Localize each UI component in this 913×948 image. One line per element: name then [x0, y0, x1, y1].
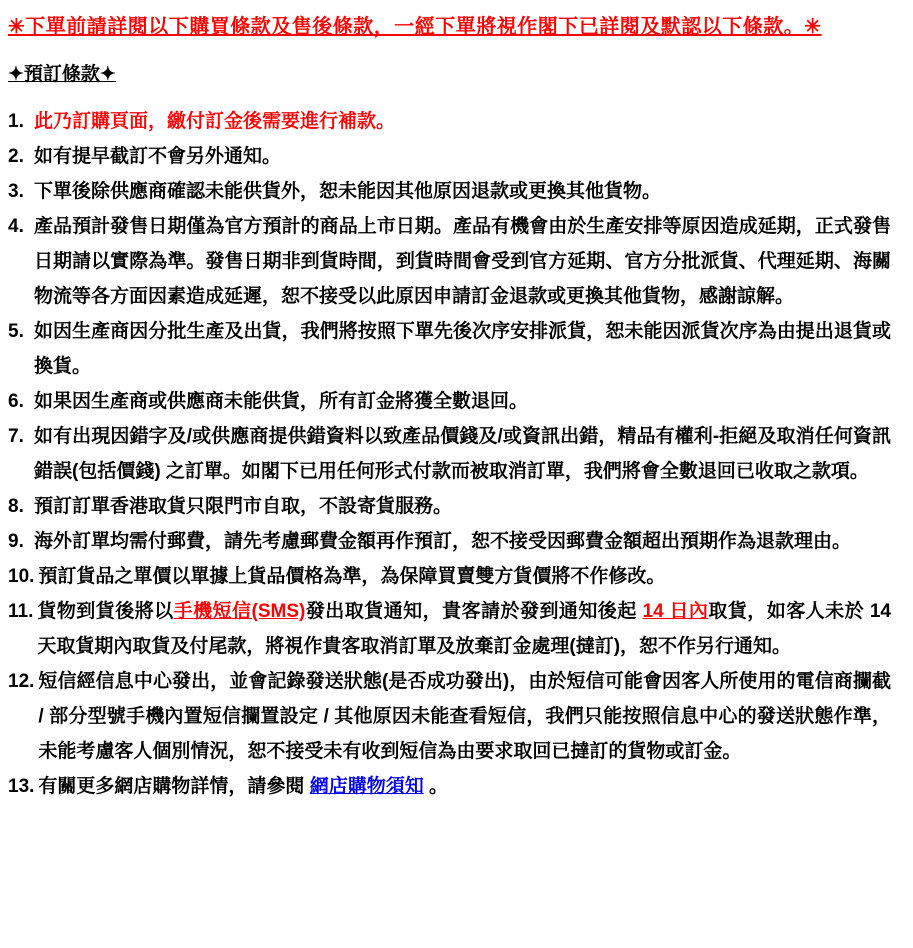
term-segment: 產品預計發售日期僅為官方預計的商品上市日期。產品有機會由於生產安排等原因造成延期，正式發售日期請以實際為準。發售日期非到貨時間，到貨時間會受到官方延期、官方分批派貨、代理延期、海關物流等各方面因素造成延遲，恕不接受以此原因申請訂金退款或更換其他貨物，感謝諒解。: [34, 216, 891, 307]
term-text: [34, 419, 891, 489]
term-number: 2.: [8, 146, 24, 167]
term-text: [38, 664, 891, 769]
term-item-10: [0, 559, 891, 594]
term-number: 9.: [8, 531, 24, 552]
pre-order-notice-banner: ✳下單前請詳閱以下購買條款及售後條款，一經下單將視作閣下已詳閱及默認以下條款。✳: [8, 16, 822, 38]
term-segment: 如果因生產商或供應商未能供貨，所有訂金將獲全數退回。: [34, 391, 529, 412]
term-text: [34, 139, 891, 174]
term-text: [34, 104, 891, 139]
term-segment: 預訂訂單香港取貨只限門市自取，不設寄貨服務。: [34, 496, 453, 517]
term-text: [37, 594, 891, 664]
term-number: 1.: [8, 111, 24, 132]
term-item-1: [0, 104, 891, 139]
term-text: [34, 524, 891, 559]
term-segment: 短信經信息中心發出，並會記錄發送狀態(是否成功發出)，由於短信可能會因客人所使用的電信商攔截 / 部分型號手機內置短信攔置設定 / 其他原因未能查看短信，我們只能按照信息中心的發送狀態作準，未能考慮客人個別情況，恕不接受未有收到短信為由要求取回已撻訂的貨物或訂金。: [38, 671, 891, 762]
term-number: 13.: [8, 776, 35, 797]
term-number: 7.: [8, 426, 24, 447]
term-text: [38, 769, 891, 804]
section-heading-preorder-terms: ✦預訂條款✦: [8, 64, 116, 85]
term-segment: 發出取貨通知，貴客請於發到通知後起: [305, 601, 643, 622]
term-item-6: [0, 384, 891, 419]
term-segment: 如有出現因錯字及/或供應商提供錯資料以致產品價錢及/或資訊出錯，精品有權利-拒絕及取消任何資訊錯誤(包括價錢) 之訂單。如閣下已用任何形式付款而被取消訂單，我們將會全數退回已收取之款項。: [34, 426, 891, 482]
term-item-9: [0, 524, 891, 559]
term-item-2: [0, 139, 891, 174]
term-segment: 取貨，如客人未於 14 天取貨期內取貨及付尾款，將視作貴客取消訂單及放棄訂金處理(撻訂)，恕不作另行通知。: [37, 601, 891, 657]
term-text: [38, 559, 891, 594]
term-segment: 預訂貨品之單價以單據上貨品價格為準，為保障買賣雙方貨價將不作修改。: [38, 566, 666, 587]
term-number: 3.: [8, 181, 24, 202]
term-number: 4.: [8, 216, 24, 237]
term-item-8: [0, 489, 891, 524]
term-text: [34, 314, 891, 384]
store-shopping-notice-link[interactable]: 網店購物須知: [309, 776, 424, 797]
term-text: [34, 384, 891, 419]
term-item-11: [0, 594, 891, 664]
term-number: 5.: [8, 321, 24, 342]
term-item-7: [0, 419, 891, 489]
term-text: [34, 489, 891, 524]
term-item-12: [0, 664, 891, 769]
term-segment: 14 日內: [642, 601, 709, 622]
term-item-13: [0, 769, 891, 804]
term-segment: 。: [423, 776, 448, 797]
term-segment: 下單後除供應商確認未能供貨外，恕未能因其他原因退款或更換其他貨物。: [34, 181, 662, 202]
term-number: 8.: [8, 496, 24, 517]
term-text: [34, 209, 891, 314]
term-number: 12.: [8, 671, 35, 692]
term-segment: 貨物到貨後將以: [37, 601, 174, 622]
term-number: 6.: [8, 391, 24, 412]
term-item-4: [0, 209, 891, 314]
term-number: 10.: [8, 566, 35, 587]
term-segment: 有關更多網店購物詳情，請參閱: [38, 776, 310, 797]
term-text: [34, 174, 891, 209]
term-number: 11.: [8, 601, 34, 622]
term-segment: 此乃訂購頁面，繳付訂金後需要進行補款。: [34, 111, 396, 132]
term-segment: 如因生產商因分批生產及出貨，我們將按照下單先後次序安排派貨，恕未能因派貨次序為由提出退貨或換貨。: [34, 321, 891, 377]
term-segment: 如有提早截訂不會另外通知。: [34, 146, 282, 167]
terms-list: [0, 104, 891, 804]
term-item-5: [0, 314, 891, 384]
term-segment: 海外訂單均需付郵費，請先考慮郵費金額再作預訂，恕不接受因郵費金額超出預期作為退款理由。: [34, 531, 852, 552]
term-segment: 手機短信(SMS): [173, 601, 306, 622]
term-item-3: [0, 174, 891, 209]
